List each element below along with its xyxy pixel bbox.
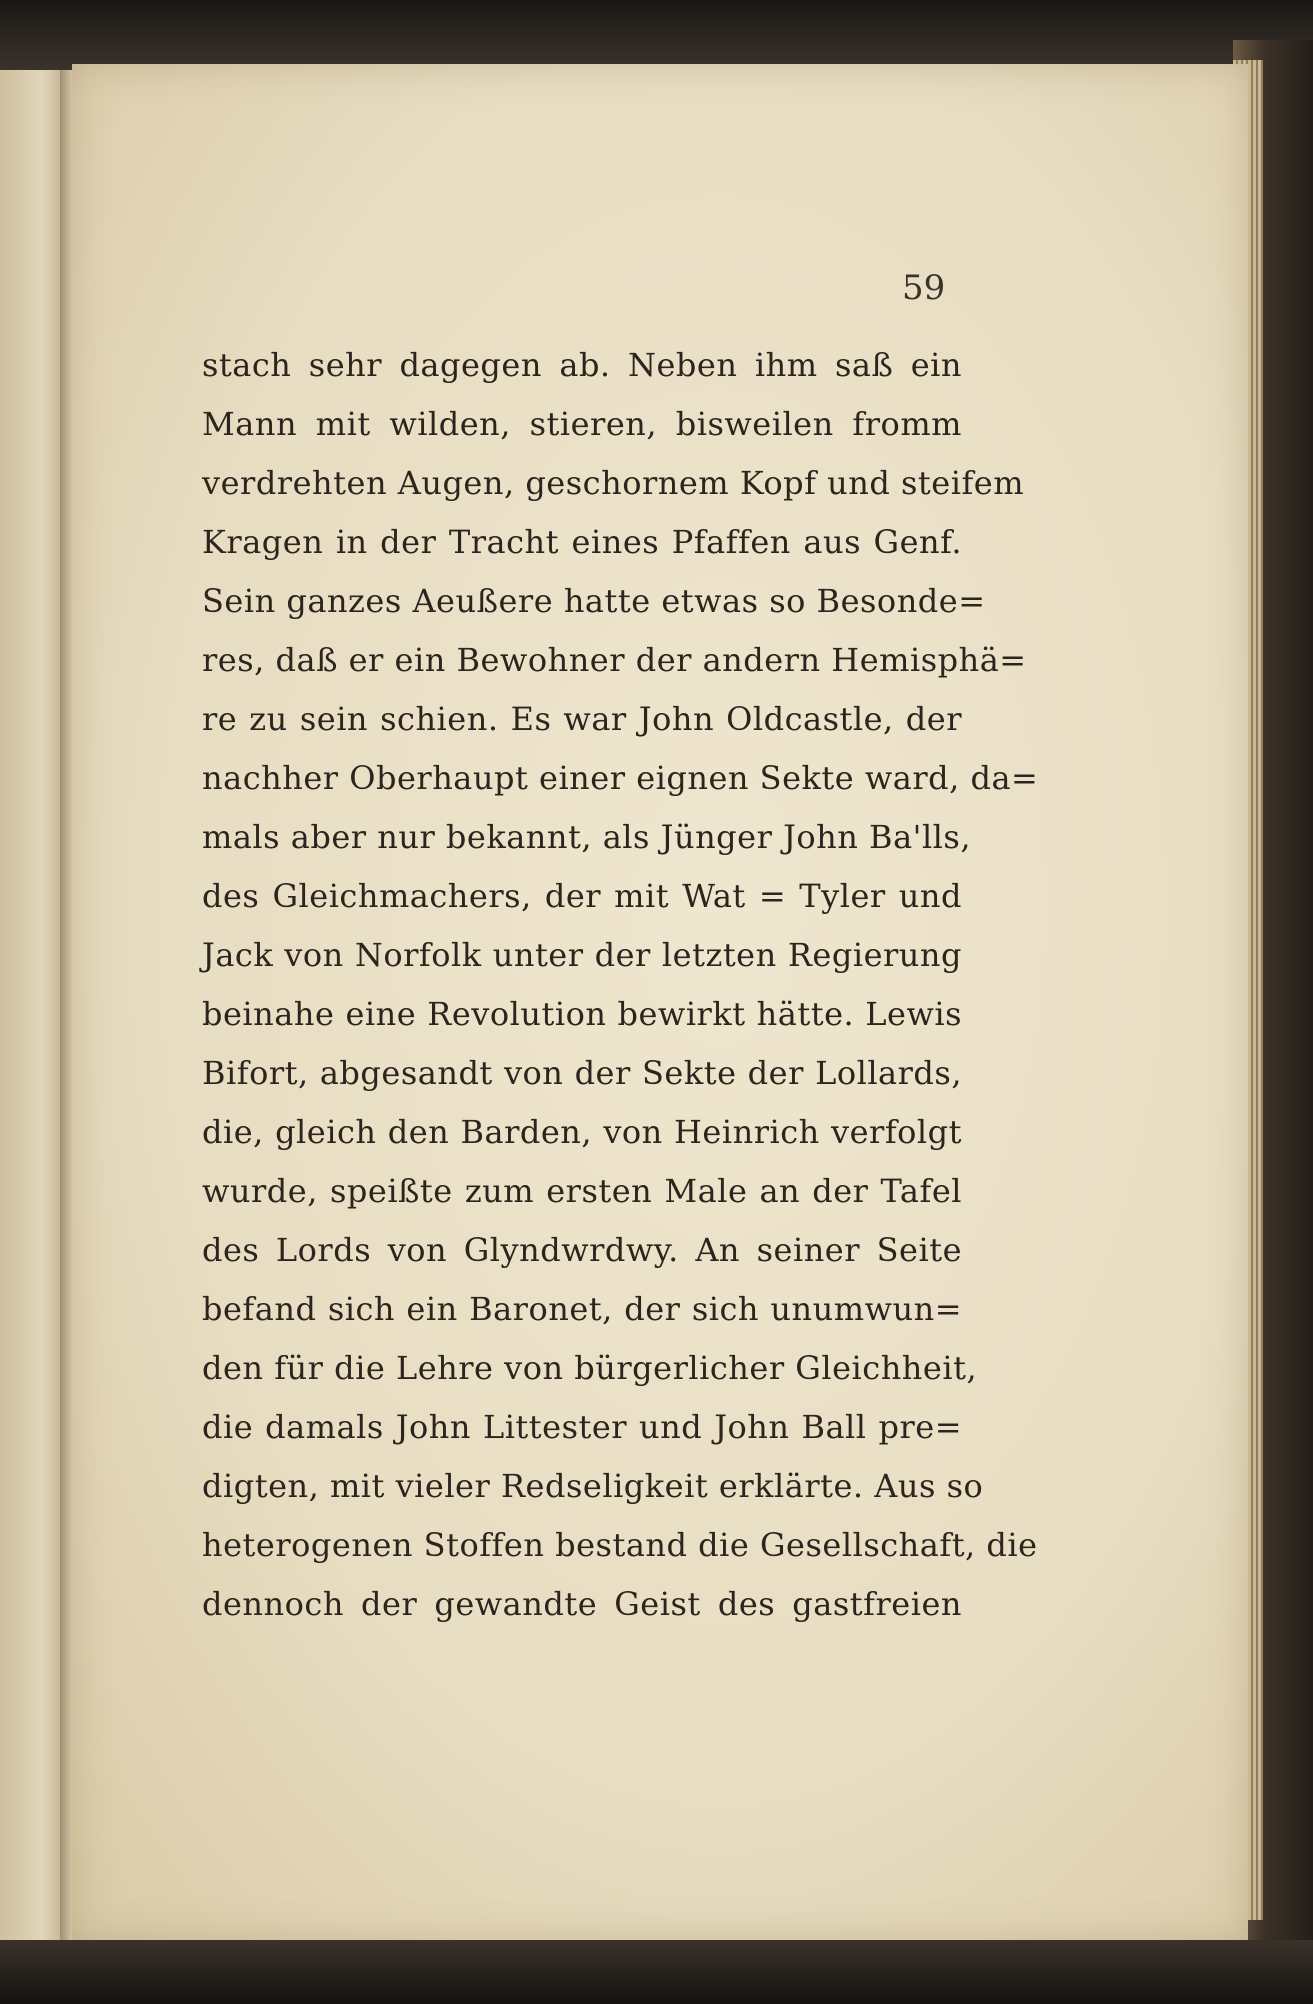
- text-line: digten, mit vieler Redseligkeit erklärte. Aus so: [202, 1467, 984, 1505]
- text-line: dennoch der gewandte Geist des gastfreien: [202, 1585, 962, 1623]
- text-line: wurde, speißte zum ersten Male an der Tafel: [202, 1172, 962, 1210]
- text-line: Mann mit wilden, stieren, bisweilen fromm: [202, 405, 962, 443]
- scan-bottom-edge: [0, 1940, 1313, 2004]
- text-line: Kragen in der Tracht eines Pfaffen aus Genf.: [202, 523, 962, 561]
- text-line: stach sehr dagegen ab. Neben ihm saß ein: [202, 346, 962, 384]
- text-line: des Lords von Glyndwrdwy. An seiner Seite: [202, 1231, 962, 1269]
- text-line: Jack von Norfolk unter der letzten Regierung: [202, 936, 962, 974]
- page-text: [202, 336, 1039, 1634]
- text-line: re zu sein schien. Es war John Oldcastle, der: [202, 700, 962, 738]
- text-line: nachher Oberhaupt einer eignen Sekte ward, da=: [202, 759, 1039, 797]
- text-line: den für die Lehre von bürgerlicher Gleichheit,: [202, 1349, 978, 1387]
- text-line: verdrehten Augen, geschornem Kopf und steifem: [202, 464, 1025, 502]
- text-line: beinahe eine Revolution bewirkt hätte. Lewis: [202, 995, 962, 1033]
- text-line: res, daß er ein Bewohner der andern Hemisphä=: [202, 641, 1027, 679]
- page-number: 59: [902, 268, 946, 308]
- text-line: Sein ganzes Aeußere hatte etwas so Besonde=: [202, 582, 986, 620]
- text-line: Bifort, abgesandt von der Sekte der Lollards,: [202, 1054, 962, 1092]
- text-line: befand sich ein Baronet, der sich unumwun=: [202, 1290, 962, 1328]
- scan-top-edge: [0, 0, 1313, 70]
- text-line: heterogenen Stoffen bestand die Gesellschaft, die: [202, 1526, 1038, 1564]
- text-line: mals aber nur bekannt, als Jünger John Ba'lls,: [202, 818, 971, 856]
- text-line: die, gleich den Barden, von Heinrich verfolgt: [202, 1113, 962, 1151]
- text-line: des Gleichmachers, der mit Wat = Tyler und: [202, 877, 962, 915]
- text-line: die damals John Littester und John Ball pre=: [202, 1408, 962, 1446]
